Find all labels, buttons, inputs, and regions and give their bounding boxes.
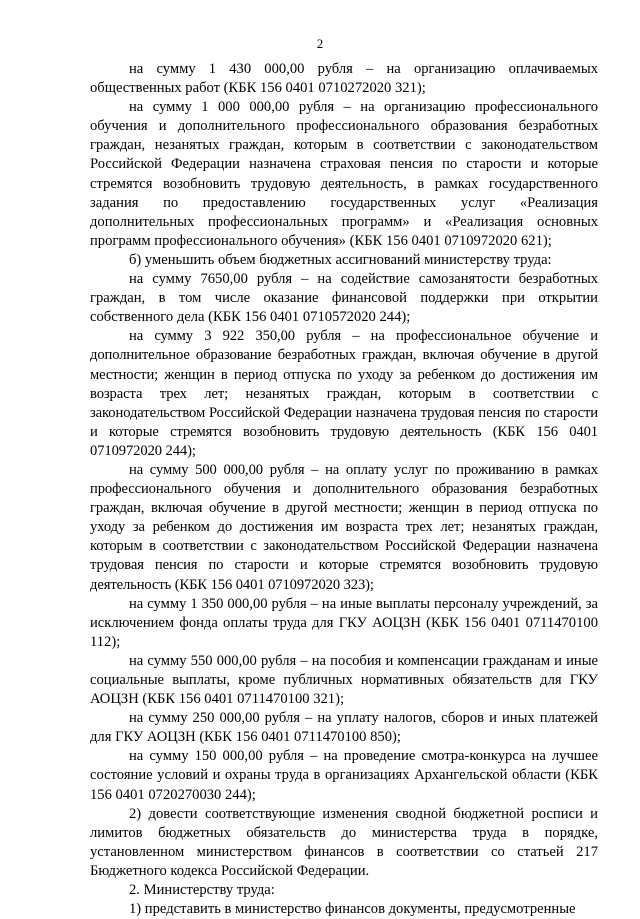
paragraph-accommodation-services: на сумму 500 000,00 рубля – на оплату услуг по проживанию в рамках профессионального обучения и дополнительного образования безработных граждан, включая обучение в другой местности; женщин в период отпуска по уходу за ребенком до достижения им возраста трех лет; незанятых граждан, которым в соответствии с законодательством Российской Федерации назначена трудовая пенсия по старости и которые стремятся возобновить трудовую деятельность (КБК 156 0401 0710972020 323); bbox=[90, 461, 598, 593]
paragraph-budget-changes: 2) довести соответствующие изменения сводной бюджетной росписи и лимитов бюджетных обязательств до министерства труда в порядке, установленном министерством финансов в соответствии со статьей 217 Бюджетного кодекса Российской Федерации. bbox=[90, 805, 598, 879]
document-body bbox=[90, 60, 598, 919]
page-number: 2 bbox=[316, 36, 324, 51]
paragraph-submit-documents: 1) представить в министерство финансов документы, предусмотренные bbox=[129, 901, 576, 918]
paragraph-taxes-fees: на сумму 250 000,00 рубля – на уплату налогов, сборов и иных платежей для ГКУ АОЦЗН (КБК 156 0401 0711470100 850); bbox=[90, 710, 598, 746]
paragraph-social-benefits: на сумму 550 000,00 рубля – на пособия и компенсации гражданам и иные социальные выплаты, кроме публичных нормативных обязательств для ГКУ АОЦЗН (КБК 156 0401 0711470100 321); bbox=[90, 652, 598, 708]
paragraph-review-contest: на сумму 150 000,00 рубля – на проведение смотра-конкурса на лучшее состояние условий и охраны труда в организациях Архангельской области (КБК 156 0401 0720270030 244); bbox=[90, 748, 598, 803]
paragraph-public-works: на сумму 1 430 000,00 рубля – на организацию оплачиваемых общественных работ (КБК 156 0401 0710272020 321); bbox=[90, 61, 598, 97]
paragraph-staff-payments: на сумму 1 350 000,00 рубля – на иные выплаты персоналу учреждений, за исключением фонда оплаты труда для ГКУ АОЦЗН (КБК 156 0401 0711470100 112); bbox=[90, 595, 598, 650]
paragraph-vocational-training: на сумму 3 922 350,00 рубля – на профессиональное обучение и дополнительное образование безработных граждан, включая обучение в другой местности; женщин в период отпуска по уходу за ребенком до достижения им возраста трех лет; незанятых граждан, которым в соответствии с законодательством Российской Федерации назначена трудовая пенсия по старости и которые стремятся возобновить трудовую деятельность (КБК 156 0401 0710972020 244); bbox=[90, 328, 598, 459]
paragraph-professional-training: на сумму 1 000 000,00 рубля – на организацию профессионального обучения и дополнительного профессионального образования безработных граждан, незанятых граждан, которым в соответствии с законодательством Российской Федерации назначена страховая пенсия по старости и которые стремятся возобновить трудовую деятельность, в рамках государственного задания по предоставлению государственных услуг «Реализация дополнительных профессиональных программ» и «Реализация основных программ профессионального обучения» (КБК 156 0401 0710972020 621); bbox=[90, 99, 598, 249]
paragraph-ministry-of-labor: 2. Министерству труда: bbox=[129, 882, 275, 899]
paragraph-self-employment: на сумму 7650,00 рубля – на содействие самозанятости безработных граждан, в том числе оказание финансовой поддержки при открытии собственного дела (КБК 156 0401 0710572020 244); bbox=[90, 271, 598, 326]
paragraph-reduce-allocations: б) уменьшить объем бюджетных ассигнований министерству труда: bbox=[129, 251, 552, 268]
